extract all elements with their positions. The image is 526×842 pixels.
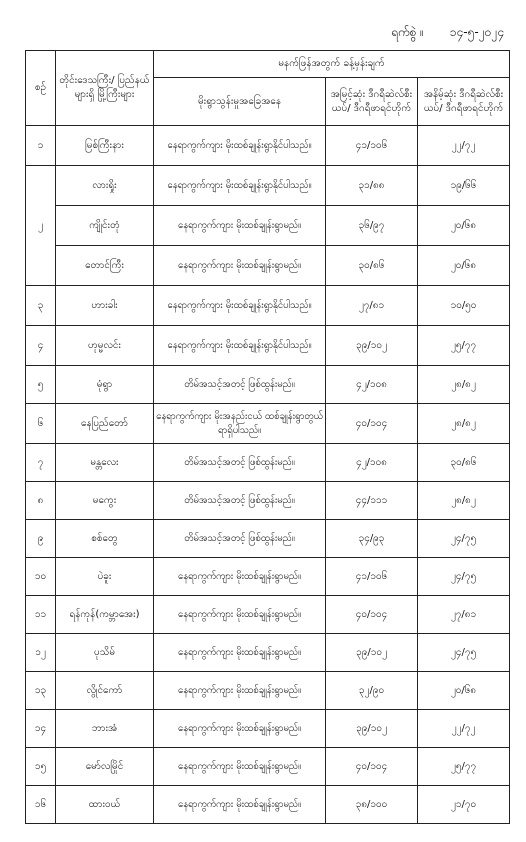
table-row <box>26 596 510 634</box>
row-city: ထားဝယ် <box>56 786 154 824</box>
row-city: မုံရွာ <box>56 366 154 404</box>
row-city: ရန်ကုန်(ကမ္ဘာအေး) <box>56 596 154 634</box>
row-high: ၄၂/၁၀၈ <box>326 366 418 404</box>
row-low: ၂၀/၆၈ <box>418 672 510 710</box>
row-number: ၇ <box>26 444 56 482</box>
row-low: ၂၈/၈၂ <box>418 366 510 404</box>
header-condition: မိုးရွာသွန်းမှုအခြေအနေ <box>154 78 326 126</box>
table-row <box>26 748 510 786</box>
row-high: ၄၀/၁၀၄ <box>326 748 418 786</box>
row-condition: တိမ်အသင့်အတင့် ဖြစ်ထွန်းမည်။ <box>154 482 326 520</box>
table-row <box>26 286 510 326</box>
table-row <box>26 166 510 206</box>
row-condition: နေရာကွက်ကျား မိုးအနည်းငယ် ထစ်ချုန်းရွာတွယ်ရာရှိပါသည်။ <box>154 404 326 444</box>
row-condition: နေရာကွက်ကျား မိုးထစ်ချုန်းရွာမည်။ <box>154 246 326 286</box>
header-no: စဉ် <box>26 51 56 126</box>
row-number: ၄ <box>26 326 56 366</box>
row-high: ၃၉/၁၀၂ <box>326 326 418 366</box>
row-city: မော်လမြိုင် <box>56 748 154 786</box>
header-high-temp: အမြင့်ဆုံး ဒီဂရီဆဲလ်စီးယပ်/ ဒီဂရီဖာရင်ဟိုက် <box>326 78 418 126</box>
row-number: ၃ <box>26 286 56 326</box>
row-high: ၄၄/၁၁၁ <box>326 482 418 520</box>
row-low: ၂၁/၇၀ <box>418 786 510 824</box>
row-low: ၁၉/၆၆ <box>418 166 510 206</box>
forecast-table <box>25 50 510 824</box>
table-row <box>26 672 510 710</box>
row-high: ၂၇/၈၁ <box>326 286 418 326</box>
row-low: ၂၄/၇၅ <box>418 558 510 596</box>
row-city: ဟုမ္မလင်း <box>56 326 154 366</box>
row-low: ၂၀/၆၈ <box>418 246 510 286</box>
row-condition: နေရာကွက်ကျား မိုးထစ်ချုန်းရွာနိုင်ပါသည်။ <box>154 166 326 206</box>
row-number: ၁၄ <box>26 710 56 748</box>
table-row <box>26 444 510 482</box>
row-high: ၃၁/၈၈ <box>326 166 418 206</box>
row-low: ၂၂/၇၂ <box>418 126 510 166</box>
row-number: ၁၅ <box>26 748 56 786</box>
header-low-temp: အနိမ့်ဆုံး ဒီဂရီဆဲလ်စီးယပ်/ ဒီဂရီဖာရင်ဟိုက် <box>418 78 510 126</box>
row-condition: နေရာကွက်ကျား မိုးထစ်ချုန်းရွာမည်။ <box>154 786 326 824</box>
row-condition: နေရာကွက်ကျား မိုးထစ်ချုန်းရွာနိုင်ပါသည်။ <box>154 326 326 366</box>
row-city: လားရှိုး <box>56 166 154 206</box>
row-condition: နေရာကွက်ကျား မိုးထစ်ချုန်းရွာမည်။ <box>154 634 326 672</box>
row-high: ၃၄/၉၃ <box>326 520 418 558</box>
row-high: ၃၉/၁၀၂ <box>326 710 418 748</box>
row-low: ၂၂/၇၂ <box>418 710 510 748</box>
row-number: ၁၆ <box>26 786 56 824</box>
table-row <box>26 520 510 558</box>
row-number: ၁၂ <box>26 634 56 672</box>
row-low: ၂၀/၆၈ <box>418 206 510 246</box>
table-row <box>26 634 510 672</box>
header-forecast-group: မနက်ဖြန်အတွက် ခန့်မှန်းချက် <box>154 51 510 78</box>
row-condition: နေရာကွက်ကျား မိုးထစ်ချုန်းရွာမည်။ <box>154 558 326 596</box>
table-row <box>26 126 510 166</box>
date-label: ရက်စွဲ ။ <box>390 25 424 39</box>
row-high: ၃၂/၉၀ <box>326 672 418 710</box>
row-condition: တိမ်အသင့်အတင့် ဖြစ်ထွန်းမည်။ <box>154 444 326 482</box>
row-city: လွိုင်ကော် <box>56 672 154 710</box>
row-condition: တိမ်အသင့်အတင့် ဖြစ်ထွန်းမည်။ <box>154 520 326 558</box>
row-number: ၂ <box>26 166 56 286</box>
document-date <box>391 24 504 42</box>
row-city: ပုသိမ် <box>56 634 154 672</box>
row-number: ၆ <box>26 404 56 444</box>
row-condition: နေရာကွက်ကျား မိုးထစ်ချုန်းရွာမည်။ <box>154 206 326 246</box>
table-row <box>26 366 510 404</box>
row-city: ပဲခူး <box>56 558 154 596</box>
table-row <box>26 206 510 246</box>
row-low: ၂၈/၈၂ <box>418 482 510 520</box>
table-row <box>26 786 510 824</box>
row-city: တောင်ကြီး <box>56 246 154 286</box>
row-number: ၁၁ <box>26 596 56 634</box>
row-condition: နေရာကွက်ကျား မိုးထစ်ချုန်းရွာမည်။ <box>154 672 326 710</box>
row-city: မြစ်ကြီးနား <box>56 126 154 166</box>
header-region: တိုင်းဒေသကြီး/ ပြည်နယ်များရှိ မြို့ကြီးများ <box>56 51 154 126</box>
row-high: ၄၁/၁၀၆ <box>326 126 418 166</box>
row-number: ၁၃ <box>26 672 56 710</box>
row-low: ၂၄/၇၅ <box>418 520 510 558</box>
row-high: ၄၀/၁၀၄ <box>326 404 418 444</box>
row-number: ၁ <box>26 126 56 166</box>
row-city: နေပြည်တော် <box>56 404 154 444</box>
row-high: ၃၉/၁၀၂ <box>326 634 418 672</box>
row-city: ဟားခါး <box>56 286 154 326</box>
row-high: ၃၈/၁၀၀ <box>326 786 418 824</box>
row-condition: နေရာကွက်ကျား မိုးထစ်ချုန်းရွာနိုင်ပါသည်။ <box>154 286 326 326</box>
row-condition: နေရာကွက်ကျား မိုးထစ်ချုန်းရွာနိုင်ပါသည်။ <box>154 126 326 166</box>
row-low: ၃၀/၈၆ <box>418 444 510 482</box>
table-row <box>26 710 510 748</box>
row-number: ၅ <box>26 366 56 404</box>
row-city: စစ်တွေ <box>56 520 154 558</box>
row-high: ၄၁/၁၀၆ <box>326 558 418 596</box>
row-condition: နေရာကွက်ကျား မိုးထစ်ချုန်းရွာမည်။ <box>154 596 326 634</box>
row-low: ၂၄/၇၅ <box>418 634 510 672</box>
row-city: ဘားအံ <box>56 710 154 748</box>
row-low: ၁၀/၅၀ <box>418 286 510 326</box>
row-number: ၁၀ <box>26 558 56 596</box>
row-low: ၂၇/၈၁ <box>418 596 510 634</box>
table-row <box>26 558 510 596</box>
date-value: ၁၄-၅-၂၀၂၄ <box>449 25 504 39</box>
row-condition: နေရာကွက်ကျား မိုးထစ်ချုန်းရွာမည်။ <box>154 748 326 786</box>
row-high: ၃၆/၉၇ <box>326 206 418 246</box>
row-city: ကျိုင်းတုံ <box>56 206 154 246</box>
table-row <box>26 404 510 444</box>
row-city: မန္တလေး <box>56 444 154 482</box>
row-high: ၄၀/၁၀၄ <box>326 596 418 634</box>
row-number: ၈ <box>26 482 56 520</box>
row-city: မကွေး <box>56 482 154 520</box>
row-low: ၂၈/၈၂ <box>418 404 510 444</box>
row-low: ၂၅/၇၇ <box>418 326 510 366</box>
table-row <box>26 482 510 520</box>
row-high: ၃၀/၈၆ <box>326 246 418 286</box>
row-high: ၄၂/၁၀၈ <box>326 444 418 482</box>
row-condition: တိမ်အသင့်အတင့် ဖြစ်ထွန်းမည်။ <box>154 366 326 404</box>
row-number: ၉ <box>26 520 56 558</box>
table-row <box>26 326 510 366</box>
row-low: ၂၅/၇၇ <box>418 748 510 786</box>
table-row <box>26 246 510 286</box>
row-condition: နေရာကွက်ကျား မိုးထစ်ချုန်းရွာမည်။ <box>154 710 326 748</box>
